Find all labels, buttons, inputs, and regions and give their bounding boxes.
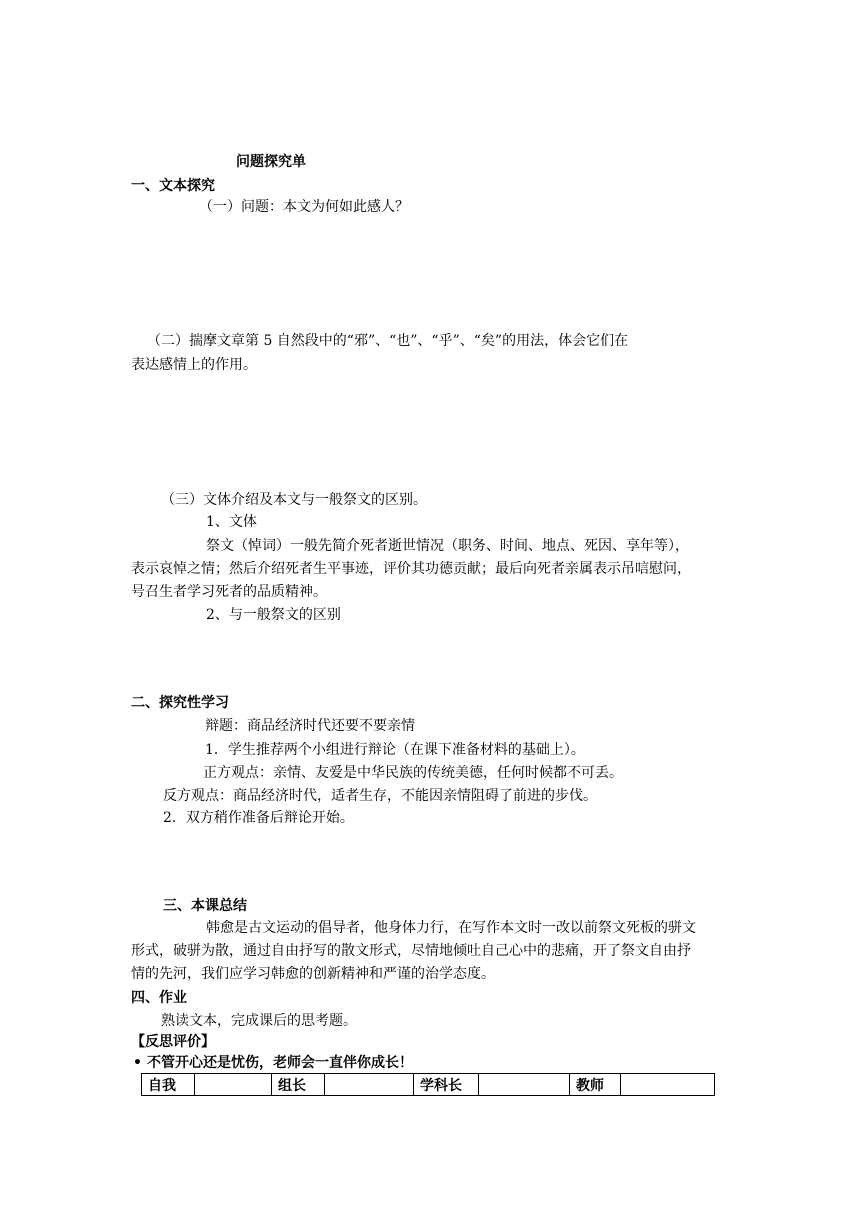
reflection-heading: 【反思评价】 [131,1034,215,1050]
debate-step-2: 2．双方稍作准备后辩论开始。 [163,810,354,826]
bullet-icon: • [133,1055,142,1071]
self-label-cell: 自我 [142,1074,195,1096]
evaluation-row [142,1074,715,1096]
debate-step-1: 1．学生推荐两个小组进行辩论（在课下准备材料的基础上）。 [205,742,585,758]
question-3-item-2: 2、与一般祭文的区别 [206,607,341,623]
evaluation-table [141,1073,715,1096]
encouragement-note: 不管开心还是忧伤，老师会一直伴你成长！ [147,1055,413,1071]
debate-topic: 辩题：商品经济时代还要不要亲情 [205,718,415,734]
question-3-item-1: 1、文体 [206,514,257,530]
question-3: （三）文体介绍及本文与一般祭文的区别。 [161,492,427,508]
question-2-line-1: （二）揣摩文章第 5 自然段中的“邪”、“也”、“乎”、“矣”的用法，体会它们在 [147,333,629,349]
question-3-paragraph-line-2: 表示哀悼之情；然后介绍死者生平事迹，评价其功德贡献；最后向死者亲属表示吊唁慰问， [131,561,691,577]
question-3-paragraph-line-3: 号召生者学习死者的品质精神。 [131,584,327,600]
con-viewpoint: 反方观点：商品经济时代，适者生存，不能因亲情阻碍了前进的步伐。 [163,788,597,804]
question-3-paragraph-line-1: 祭文（悼词）一般先简介死者逝世情况（职务、时间、地点、死因、享年等）， [206,538,689,554]
page-title: 问题探究单 [236,154,306,170]
section-4-heading: 四、作业 [131,990,187,1006]
section-2-heading: 二、探究性学习 [131,695,229,711]
self-score-cell[interactable] [195,1074,272,1096]
subject-leader-score-cell[interactable] [479,1074,570,1096]
summary-line-1: 韩愈是古文运动的倡导者，他身体力行，在写作本文时一改以前祭文死板的骈文 [206,920,696,936]
summary-line-3: 情的先河，我们应学习韩愈的创新精神和严谨的治学态度。 [131,966,495,982]
subject-leader-label-cell: 学科长 [414,1074,479,1096]
pro-viewpoint: 正方观点：亲情、友爱是中华民族的传统美德，任何时候都不可丢。 [203,765,623,781]
teacher-score-cell[interactable] [621,1074,715,1096]
section-3-heading: 三、本课总结 [163,898,247,914]
homework-text: 熟读文本，完成课后的思考题。 [161,1013,357,1029]
section-1-heading: 一、文本探究 [131,178,215,194]
group-leader-score-cell[interactable] [325,1074,414,1096]
question-1: （一）问题：本文为何如此感人？ [199,199,409,215]
teacher-label-cell: 教师 [570,1074,621,1096]
group-leader-label-cell: 组长 [272,1074,325,1096]
summary-line-2: 形式，破骈为散，通过自由抒写的散文形式，尽情地倾吐自己心中的悲痛，开了祭文自由抒 [131,943,691,959]
question-2-line-2: 表达感情上的作用。 [131,357,257,373]
